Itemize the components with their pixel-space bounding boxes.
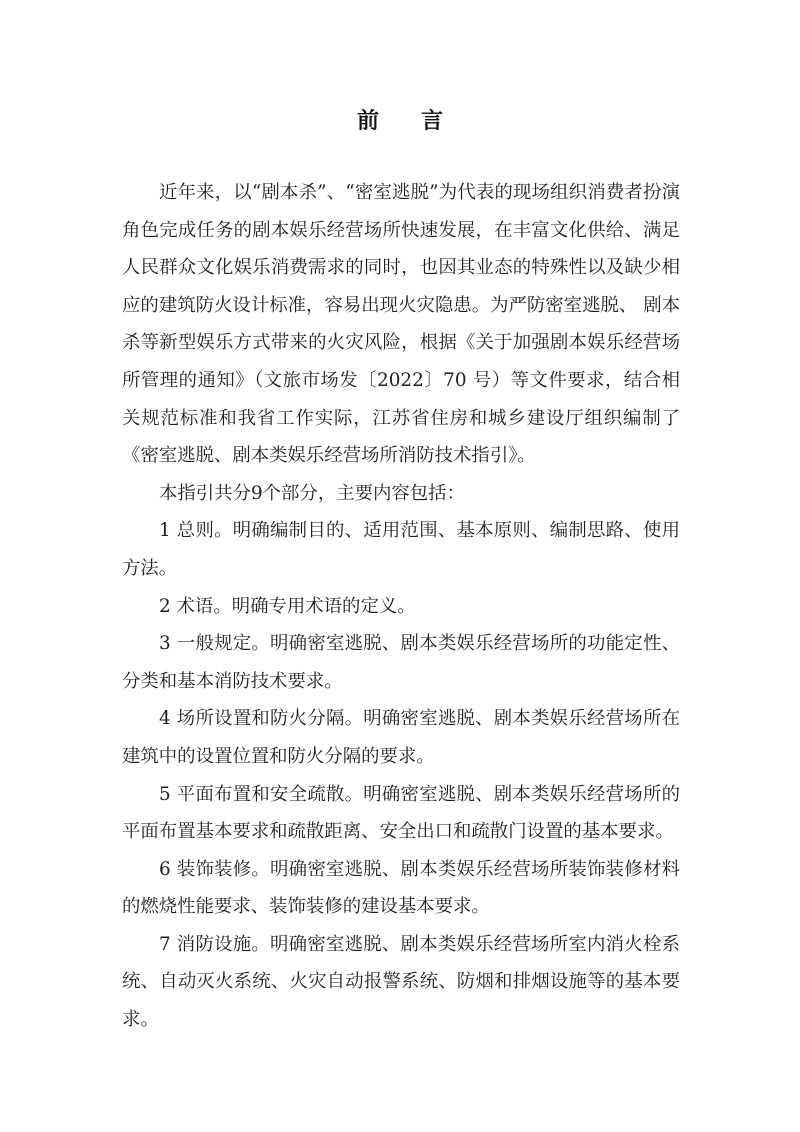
paragraph-section-5: 5 平面布置和安全疏散。明确密室逃脱、剧本类娱乐经营场所的平面布置基本要求和疏散距离、安全出口和疏散门设置的基本要求。 [122,783,680,843]
paragraph-overview: 本指引共分9个部分，主要内容包括： [159,482,465,504]
paragraph-section-3: 3 一般规定。明确密室逃脱、剧本类娱乐经营场所的功能定性、分类和基本消防技术要求。 [122,633,680,692]
paragraph-section-4: 4 场所设置和防火分隔。明确密室逃脱、剧本类娱乐经营场所在建筑中的设置位置和防火分隔的要求。 [122,708,680,767]
paragraph-section-7: 7 消防设施。明确密室逃脱、剧本类娱乐经营场所室内消火栓系统、自动灭火系统、火灾自动报警系统、防烟和排烟设施等的基本要求。 [122,933,680,1031]
paragraph-intro: 近年来，以“剧本杀”、“密室逃脱”为代表的现场组织消费者扮演角色完成任务的剧本娱乐经营场所快速发展，在丰富文化供给、满足人民群众文化娱乐消费需求的同时，也因其业态的特殊性以及缺少相应的建筑防火设计标准，容易出现火灾隐患。为严防密室逃脱、 剧本杀等新型娱乐方式带来的火灾风险，根据《关于加强剧本娱乐经营场所管理的通知》（文旅市场发〔2022〕70 号）等文件要求，结合相关规范标准和我省工作实际，江苏省住房和城乡建设厅组织编制了《密室逃脱、剧本类娱乐经营场所消防技术指引》。 [122,182,680,467]
document-body [122,174,680,1039]
paragraph-section-1: 1 总则。明确编制目的、适用范围、基本原则、编制思路、使用方法。 [122,520,680,579]
paragraph-section-6: 6 装饰装修。明确密室逃脱、剧本类娱乐经营场所装饰装修材料的燃烧性能要求、装饰装修的建设基本要求。 [122,858,680,918]
page-title: 前言 [356,109,485,134]
paragraph-section-2: 2 术语。明确专用术语的定义。 [159,595,416,617]
